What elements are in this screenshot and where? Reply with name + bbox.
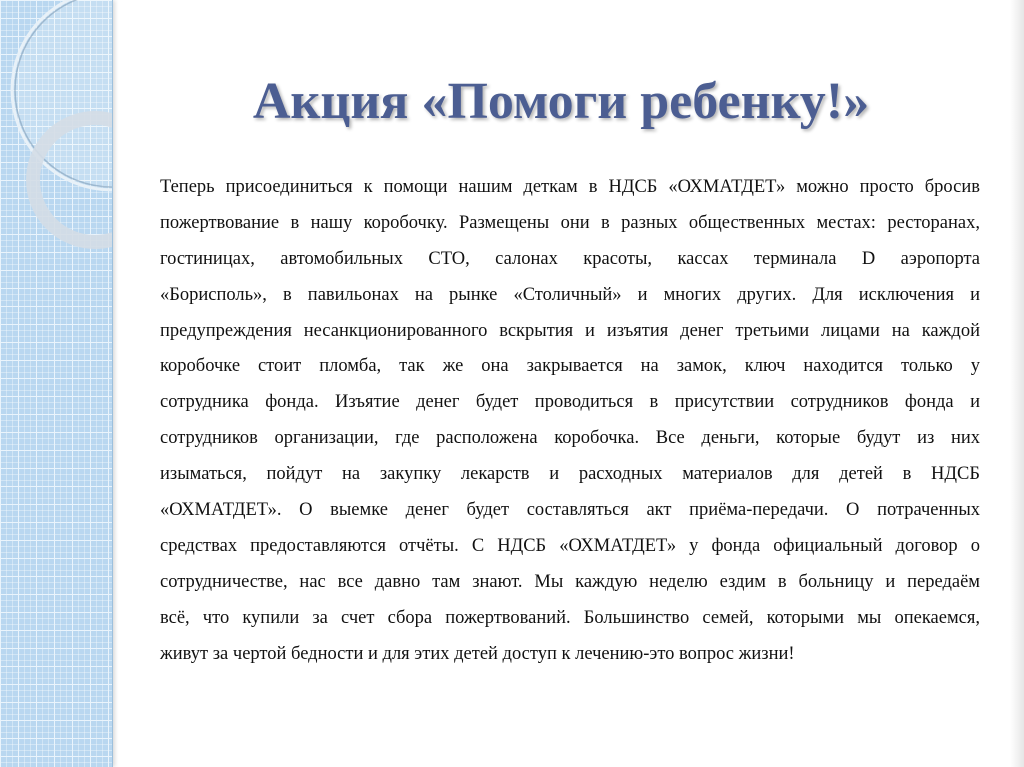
decorative-circles xyxy=(0,0,112,767)
text-line: изыматься, пойдут на закупку лекарств и расходных материалов для детей в НДСБ xyxy=(160,464,980,485)
text-line: «ОХМАТДЕТ». О выемке денег будет составляться акт приёма-передачи. О потраченных xyxy=(160,500,980,521)
slide-edge-shadow xyxy=(1010,0,1024,767)
text-line: всё, что купили за счет сбора пожертвований. Большинство семей, которыми мы опекаемся, xyxy=(160,607,980,628)
text-line: коробочке стоит пломба, так же она закрывается на замок, ключ находится только у xyxy=(160,356,980,377)
slide-title: Акция «Помоги ребенку!» xyxy=(252,73,870,130)
text-line: сотрудничестве, нас все давно там знают. Мы каждую неделю ездим в больницу и передаём xyxy=(160,571,980,592)
text-line: предупреждения несанкционированного вскрытия и изъятия денег третьими лицами на каждой xyxy=(160,320,980,341)
text-line: сотрудника фонда. Изъятие денег будет проводиться в присутствии сотрудников фонда и xyxy=(160,392,980,413)
text-line: гостиницах, автомобильных СТО, салонах красоты, кассах терминала D аэропорта xyxy=(160,248,980,269)
text-line: «Борисполь», в павильонах на рынке «Столичный» и многих других. Для исключения и xyxy=(160,284,980,305)
text-line: живут за чертой бедности и для этих детей доступ к лечению-это вопрос жизни! xyxy=(160,643,795,664)
text-line: Теперь присоединиться к помощи нашим деткам в НДСБ «ОХМАТДЕТ» можно просто бросив xyxy=(160,177,980,197)
text-line: средствах предоставляются отчёты. С НДСБ «ОХМАТДЕТ» у фонда официальный договор о xyxy=(160,535,980,556)
text-line: сотрудников организации, где расположена коробочка. Все деньги, которые будут из них xyxy=(160,428,980,449)
decorative-side-panel xyxy=(0,0,113,767)
slide-body-text xyxy=(160,172,980,674)
text-line: пожертвование в нашу коробочку. Размещены они в разных общественных местах: ресторанах, xyxy=(160,212,980,233)
